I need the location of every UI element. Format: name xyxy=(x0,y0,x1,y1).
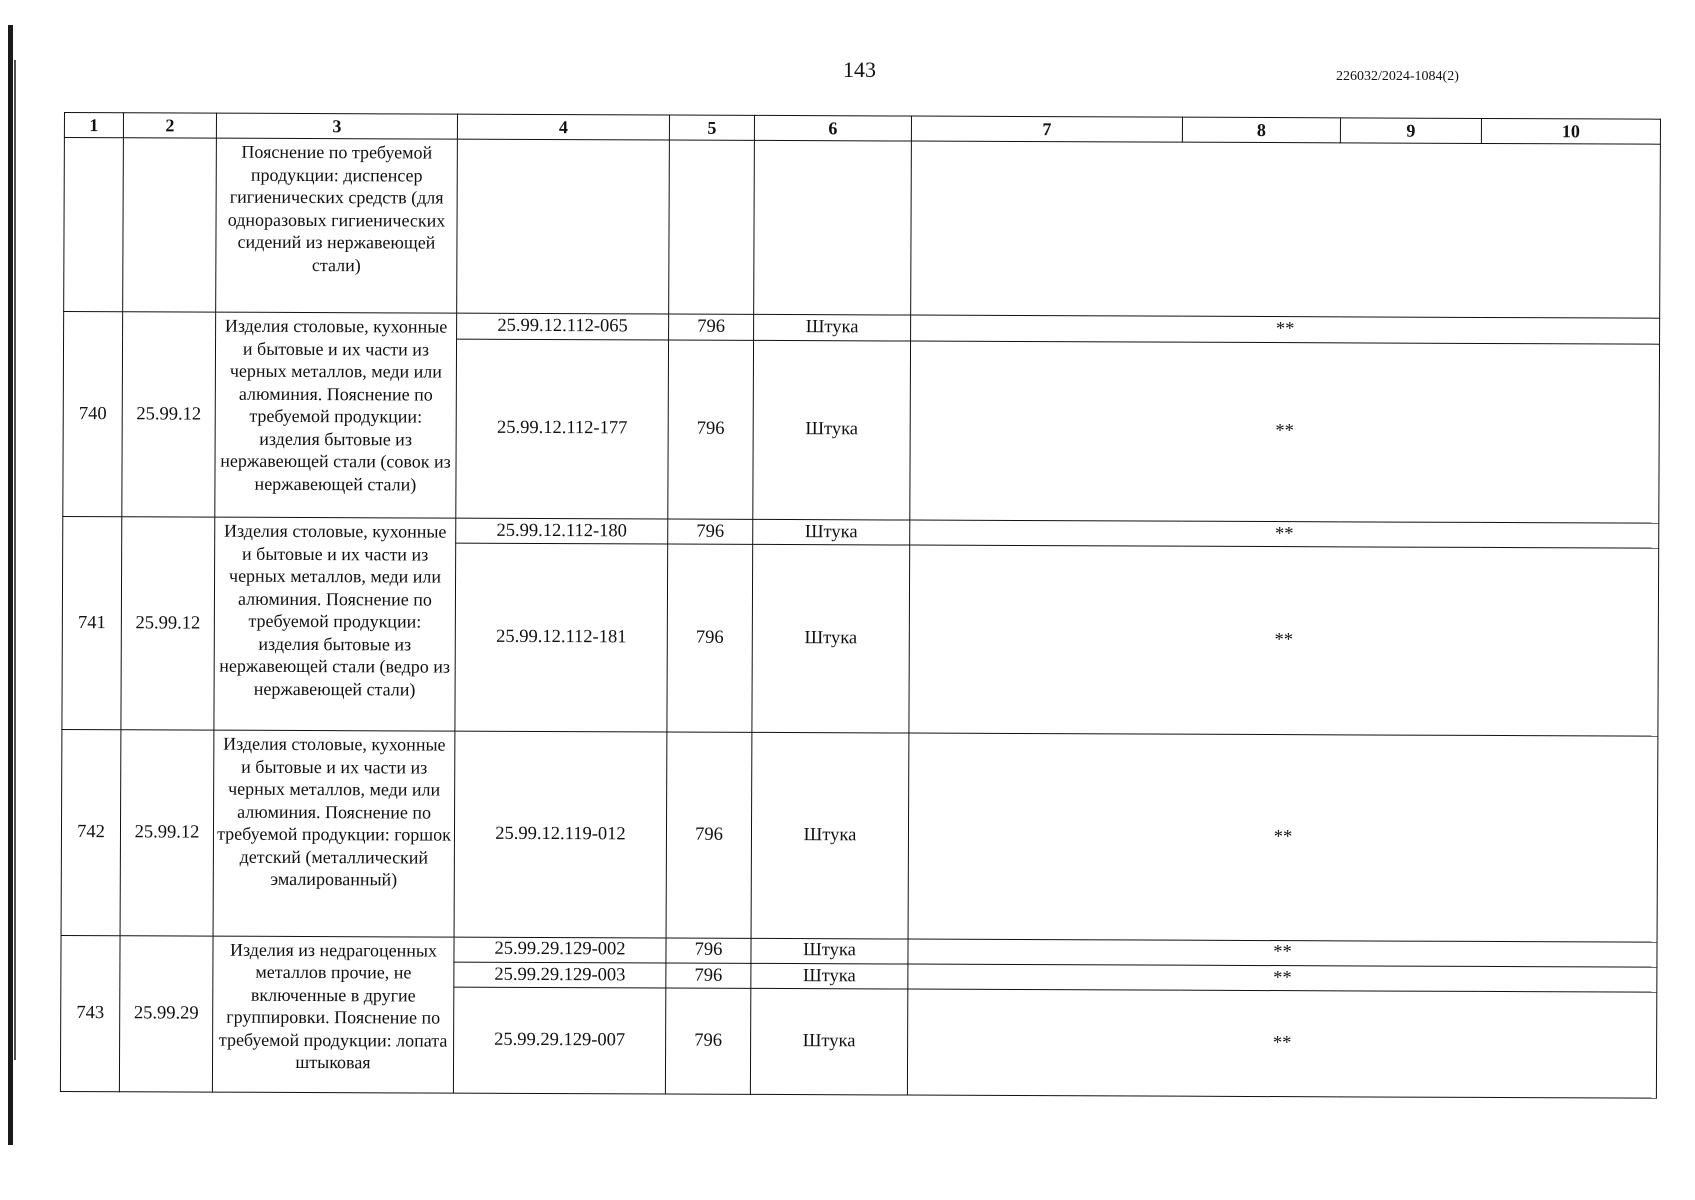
cell-code: 25.99.29.129-002 xyxy=(454,937,666,963)
col-header-2: 2 xyxy=(123,113,216,139)
cell-unit: Штука xyxy=(753,340,911,520)
col-header-6: 6 xyxy=(754,115,911,141)
cell-unit: Штука xyxy=(753,519,910,545)
cell-code: 25.99.12.119-012 xyxy=(454,731,667,938)
cell-code: 25.99.29.129-003 xyxy=(454,962,666,988)
cell-num: 740 xyxy=(63,312,123,517)
col-header-10: 10 xyxy=(1481,118,1660,144)
cell-description: Изделия столовые, кухонные и бытовые и их части из черных металлов, меди или алюминия. Пояснение по требуемой продукции: горшок детский (металлический эмалированный) xyxy=(213,730,455,937)
cell-code: 25.99.12.112-177 xyxy=(456,339,669,519)
col-header-5: 5 xyxy=(669,115,754,141)
cell-code: 25.99.12.112-065 xyxy=(457,314,669,340)
cell-value: ** xyxy=(910,341,1660,523)
binding-edge xyxy=(8,25,13,1145)
cell-code: 25.99.29.129-007 xyxy=(453,988,665,1094)
cell-unit-code: 796 xyxy=(665,988,750,1094)
cell-unit-code: 796 xyxy=(666,938,751,964)
col-header-8: 8 xyxy=(1182,117,1340,143)
cell-code xyxy=(457,139,670,314)
cell-description: Изделия столовые, кухонные и бытовые и их части из черных металлов, меди или алюминия. Пояснение по требуемой продукции: изделия бытовые из нержавеющей стали (совок из нержавеющей стали) xyxy=(215,313,457,519)
cell-okpd: 25.99.29 xyxy=(119,936,213,1093)
cell-unit: Штука xyxy=(751,938,908,964)
cell-num: 743 xyxy=(60,935,120,1091)
col-header-3: 3 xyxy=(216,113,457,139)
specification-table xyxy=(60,112,1661,1099)
cell-unit-code: 796 xyxy=(666,963,751,989)
cell-num: 742 xyxy=(61,730,121,936)
cell-value: ** xyxy=(907,989,1656,1098)
document-id: 226032/2024-1084(2) xyxy=(1336,69,1459,84)
table-row xyxy=(64,312,1660,344)
cell-okpd: 25.99.12 xyxy=(120,730,214,936)
cell-description: Изделия столовые, кухонные и бытовые и их части из черных металлов, меди или алюминия. Пояснение по требуемой продукции: изделия бытовые из нержавеющей стали (ведро из нержавеющей стали) xyxy=(214,517,456,731)
cell-unit-code: 796 xyxy=(666,732,752,938)
col-header-9: 9 xyxy=(1340,118,1481,144)
table-row xyxy=(61,730,1658,942)
cell-unit: Штука xyxy=(754,315,911,341)
cell-value xyxy=(911,141,1661,318)
cell-value: ** xyxy=(908,964,1657,992)
cell-code: 25.99.12.112-180 xyxy=(456,518,668,544)
table-row-continuation xyxy=(64,138,1661,319)
cell-unit: Штука xyxy=(750,989,907,1095)
cell-unit-code xyxy=(669,140,755,314)
cell-description: Изделия из недрагоценных металлов прочие, не включенные в другие группировки. Пояснение по требуемой продукции: лопата штыковая xyxy=(212,936,454,1093)
cell-value: ** xyxy=(909,545,1659,736)
cell-value: ** xyxy=(911,315,1660,343)
cell-unit: Штука xyxy=(751,964,908,990)
cell-okpd: 25.99.12 xyxy=(121,517,215,730)
col-header-4: 4 xyxy=(457,114,669,140)
cell-value: ** xyxy=(908,733,1658,942)
page-number: 143 xyxy=(843,57,876,82)
cell-code: 25.99.12.112-181 xyxy=(455,543,668,732)
cell-unit xyxy=(754,141,912,316)
cell-description: Пояснение по требуемой продукции: диспенсер гигиенических средств (для одноразовых гигиенических сидений из нержавеющей стали) xyxy=(216,138,458,313)
cell-num xyxy=(64,138,124,312)
cell-okpd xyxy=(123,138,217,312)
cell-unit-code: 796 xyxy=(668,519,753,545)
cell-unit-code: 796 xyxy=(667,544,753,732)
cell-unit-code: 796 xyxy=(668,340,754,520)
table-row xyxy=(61,935,1657,967)
cell-unit: Штука xyxy=(752,545,910,733)
cell-unit: Штука xyxy=(751,732,909,938)
col-header-7: 7 xyxy=(911,116,1182,142)
binding-edge-inner xyxy=(14,60,16,1060)
cell-value: ** xyxy=(908,939,1657,967)
cell-value: ** xyxy=(910,520,1659,548)
table-row xyxy=(63,517,1659,549)
cell-okpd: 25.99.12 xyxy=(122,312,216,517)
cell-unit-code: 796 xyxy=(669,314,754,340)
col-header-1: 1 xyxy=(64,113,123,139)
cell-num: 741 xyxy=(62,517,122,730)
